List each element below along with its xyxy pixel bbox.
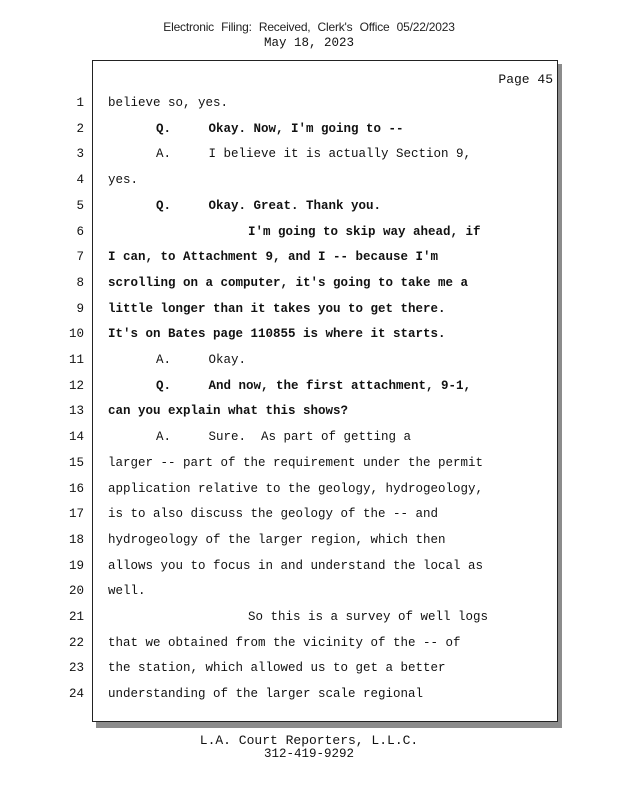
transcript-line xyxy=(0,404,618,424)
transcript-line xyxy=(0,122,618,142)
line-text: application relative to the geology, hydrogeology, xyxy=(108,481,484,496)
line-text: scrolling on a computer, it's going to take me a xyxy=(108,275,469,290)
transcript-line xyxy=(0,199,618,219)
line-number: 12 xyxy=(68,378,84,393)
line-number: 24 xyxy=(68,687,84,702)
line-text: A. I believe it is actually Section 9, xyxy=(156,147,472,162)
transcript-line xyxy=(0,456,618,476)
line-text: yes. xyxy=(108,173,139,188)
line-number: 19 xyxy=(68,558,84,573)
line-text: So this is a survey of well logs xyxy=(248,610,489,624)
filing-stamp: Electronic Filing: Received, Clerk's Office 05/22/2023 xyxy=(163,20,455,34)
transcript-line xyxy=(0,533,618,553)
line-number: 9 xyxy=(76,301,84,316)
transcript-line xyxy=(0,559,618,579)
transcript-line xyxy=(0,250,618,270)
transcript-line xyxy=(0,687,618,707)
transcript-line xyxy=(0,636,618,656)
transcript-date: May 18, 2023 xyxy=(263,36,354,50)
line-number: 6 xyxy=(76,224,84,239)
page-number: Page 45 xyxy=(498,72,553,87)
line-number: 21 xyxy=(68,610,84,624)
line-number: 11 xyxy=(68,353,84,367)
line-number: 8 xyxy=(76,275,84,290)
transcript-line xyxy=(0,430,618,450)
line-text: well. xyxy=(108,584,146,599)
transcript-line xyxy=(0,610,618,630)
line-number: 17 xyxy=(68,507,84,522)
line-text: I'm going to skip way ahead, if xyxy=(248,224,481,239)
line-text: Q. Okay. Now, I'm going to -- xyxy=(156,121,404,136)
line-number: 1 xyxy=(76,96,84,110)
reporter-company: L.A. Court Reporters, L.L.C. xyxy=(199,733,419,748)
transcript-line xyxy=(0,482,618,502)
line-text: Q. And now, the first attachment, 9-1, xyxy=(156,378,472,393)
line-number: 13 xyxy=(68,404,84,419)
line-number: 23 xyxy=(68,661,84,676)
line-number: 18 xyxy=(68,532,84,547)
line-text: A. Sure. As part of getting a xyxy=(156,430,412,445)
line-number: 5 xyxy=(76,198,84,213)
line-text: allows you to focus in and understand the local as xyxy=(108,558,484,573)
transcript-line xyxy=(0,353,618,373)
transcript-line xyxy=(0,661,618,681)
transcript-line xyxy=(0,173,618,193)
line-text: is to also discuss the geology of the -- and xyxy=(108,507,439,522)
line-number: 10 xyxy=(68,327,84,342)
transcript-line xyxy=(0,584,618,604)
reporter-phone: 312-419-9292 xyxy=(263,747,354,761)
line-number: 15 xyxy=(68,455,84,470)
line-text: It's on Bates page 110855 is where it starts. xyxy=(108,327,446,342)
line-number: 2 xyxy=(76,121,84,136)
transcript-line xyxy=(0,327,618,347)
line-text: larger -- part of the requirement under the permit xyxy=(108,455,484,470)
line-text: little longer than it takes you to get there. xyxy=(108,301,446,316)
line-number: 3 xyxy=(76,147,84,162)
line-number: 4 xyxy=(76,173,84,188)
transcript-line xyxy=(0,276,618,296)
line-text: A. Okay. xyxy=(156,353,247,367)
line-text: believe so, yes. xyxy=(108,96,229,110)
transcript-line xyxy=(0,302,618,322)
line-number: 22 xyxy=(68,635,84,650)
line-number: 14 xyxy=(68,430,84,445)
transcript-line xyxy=(0,147,618,167)
line-number: 7 xyxy=(76,250,84,265)
transcript-line xyxy=(0,225,618,245)
line-text: Q. Okay. Great. Thank you. xyxy=(156,198,382,213)
transcript-line xyxy=(0,379,618,399)
line-text: that we obtained from the vicinity of the -- of xyxy=(108,635,461,650)
line-text: understanding of the larger scale regional xyxy=(108,687,424,702)
line-text: hydrogeology of the larger region, which then xyxy=(108,532,446,547)
line-number: 20 xyxy=(68,584,84,599)
line-number: 16 xyxy=(68,481,84,496)
transcript-line xyxy=(0,507,618,527)
transcript-line xyxy=(0,96,618,116)
line-text: can you explain what this shows? xyxy=(108,404,349,419)
line-text: I can, to Attachment 9, and I -- because I'm xyxy=(108,250,439,265)
line-text: the station, which allowed us to get a better xyxy=(108,661,446,676)
